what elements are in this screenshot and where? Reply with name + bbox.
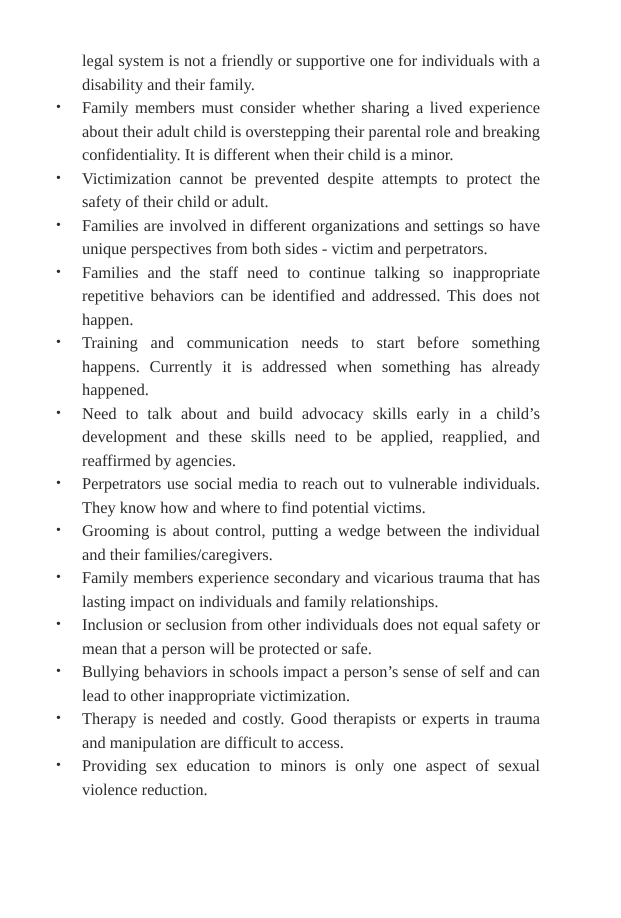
- bullet-text: Grooming is about control, putting a wedge between the individual and their families/caregivers.: [82, 521, 540, 564]
- bullet-marker: •: [56, 664, 61, 679]
- bullet-marker: •: [56, 476, 61, 491]
- bullet-marker: •: [56, 100, 61, 115]
- bullet-marker: •: [56, 170, 61, 186]
- bullet-text: Perpetrators use social media to reach out to vulnerable individuals. They know how and where to find potential victims.: [82, 474, 540, 517]
- bullet-item-7: [56, 472, 540, 519]
- bullet-text: Training and communication needs to start before something happens. Currently it is addressed when something has already happened.: [82, 333, 540, 399]
- bullet-item-10: [56, 613, 540, 660]
- bullet-item-12: [56, 707, 540, 754]
- bullet-list: [56, 96, 540, 801]
- bullet-text: Families are involved in different organizations and settings so have unique perspectives from both sides - victim and perpetrators.: [82, 215, 540, 258]
- bullet-item-6: [56, 402, 540, 473]
- bullet-marker: •: [56, 711, 61, 726]
- bullet-marker: •: [56, 570, 61, 585]
- bullet-text: Therapy is needed and costly. Good therapists or experts in trauma and manipulation are difficult to access.: [82, 709, 540, 752]
- bullet-marker: •: [56, 217, 61, 233]
- bullet-item-11: [56, 660, 540, 707]
- bullet-item-2: [56, 167, 540, 214]
- bullet-text: Providing sex education to minors is only one aspect of sexual violence reduction.: [82, 756, 540, 799]
- bullet-item-4: [56, 261, 540, 332]
- bullet-item-5: [56, 331, 540, 402]
- bullet-marker: •: [56, 523, 61, 538]
- bullet-item-1: [56, 96, 540, 167]
- bullet-item-9: [56, 566, 540, 613]
- bullet-marker: •: [56, 335, 61, 350]
- bullet-item-8: [56, 519, 540, 566]
- bullet-text: Families and the staff need to continue talking so inappropriate repetitive behaviors can be identified and addressed. This does not happen.: [82, 262, 540, 329]
- bullet-marker: •: [56, 264, 61, 280]
- bullet-text: Family members experience secondary and vicarious trauma that has lasting impact on individuals and family relationships.: [82, 568, 540, 611]
- bullet-text: Inclusion or seclusion from other individuals does not equal safety or mean that a person will be protected or safe.: [82, 615, 540, 658]
- bullet-marker: •: [56, 758, 61, 773]
- bullet-item-3: [56, 214, 540, 261]
- bullet-text: Family members must consider whether sharing a lived experience about their adult child is overstepping their parental role and breaking confidentiality. It is different when their child is a minor.: [82, 98, 540, 164]
- bullet-marker: •: [56, 405, 61, 421]
- page-body: [56, 49, 540, 801]
- bullet-marker: •: [56, 617, 61, 632]
- bullet-item-13: [56, 754, 540, 801]
- bullet-text: Need to talk about and build advocacy skills early in a child’s development and these skills need to be applied, reapplied, and reaffirmed by agencies.: [82, 403, 540, 470]
- intro-continuation-paragraph: legal system is not a friendly or supportive one for individuals with a disability and their family.: [82, 51, 540, 94]
- bullet-text: Victimization cannot be prevented despite attempts to protect the safety of their child or adult.: [82, 168, 540, 211]
- bullet-text: Bullying behaviors in schools impact a person’s sense of self and can lead to other inappropriate victimization.: [82, 662, 540, 705]
